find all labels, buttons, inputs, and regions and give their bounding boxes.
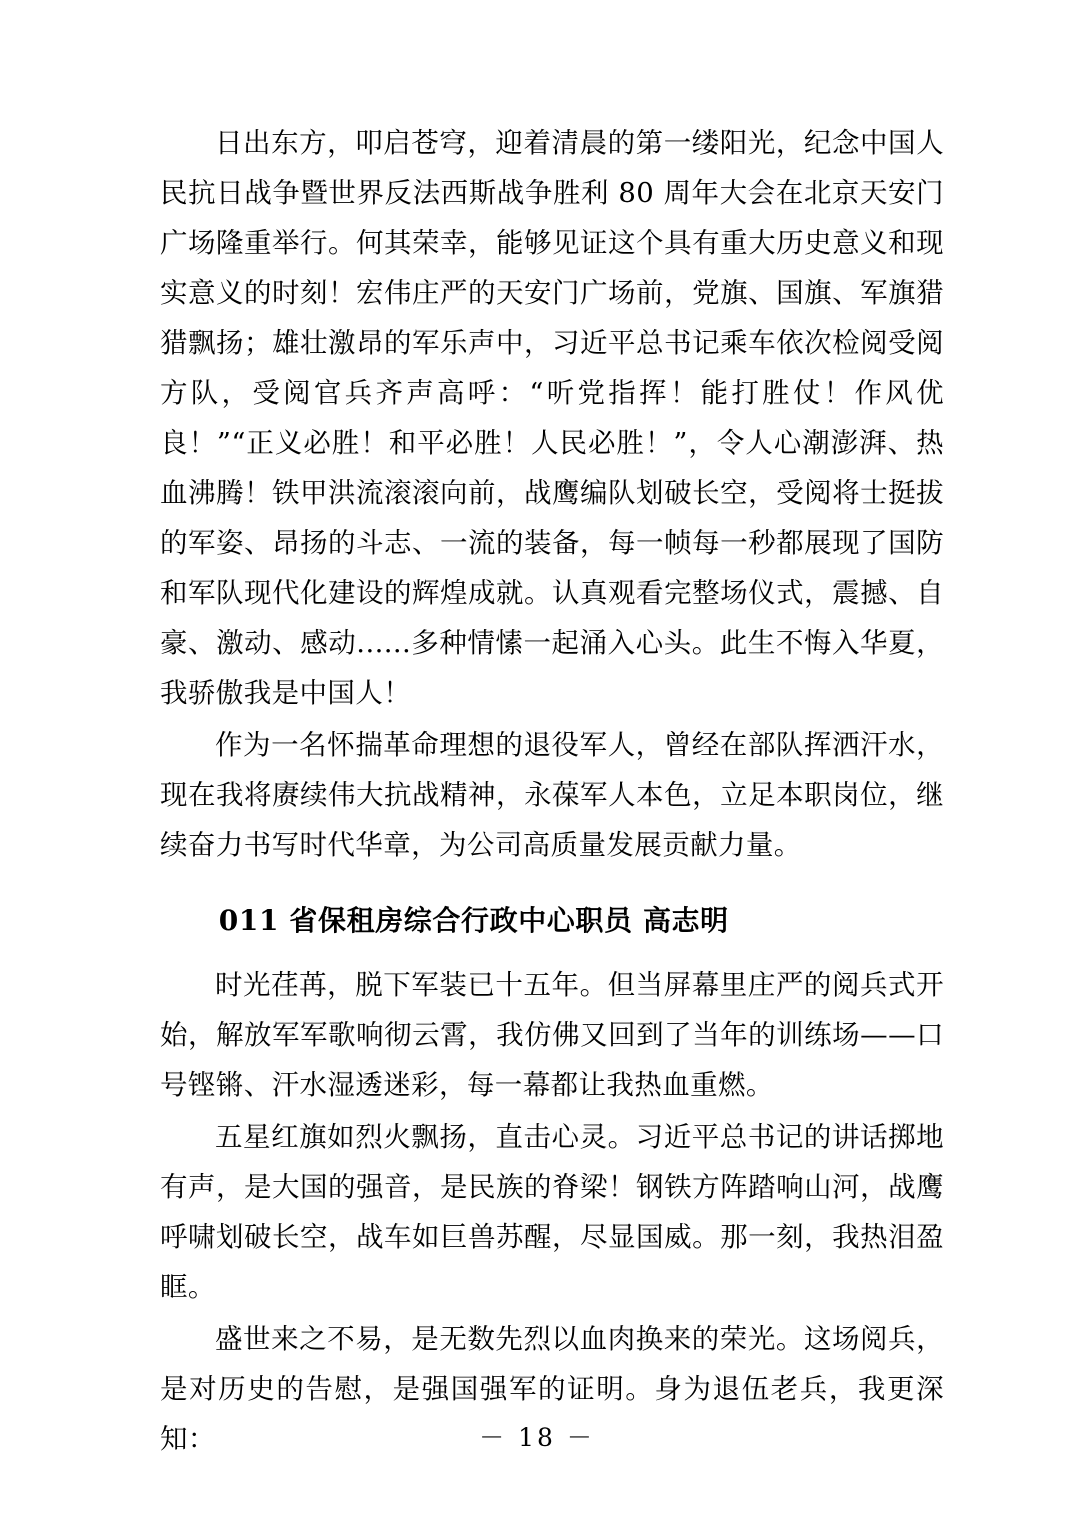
- paragraph: 五星红旗如烈火飘扬，直击心灵。习近平总书记的讲话掷地有声，是大国的强音，是民族的脊梁！钢铁方阵踏响山河，战鹰呼啸划破长空，战车如巨兽苏醒，尽显国威。那一刻，我热泪盈眶。: [160, 1121, 944, 1303]
- paragraph: 日出东方，叩启苍穹，迎着清晨的第一缕阳光，纪念中国人民抗日战争暨世界反法西斯战争胜利 80 周年大会在北京天安门广场隆重举行。何其荣幸，能够见证这个具有重大历史意义和现实意义的时刻！宏伟庄严的天安门广场前，党旗、国旗、军旗猎猎飘扬；雄壮激昂的军乐声中，习近平总书记乘车依次检阅受阅方队，受阅官兵齐声高呼：“听党指挥！能打胜仗！作风优良！”“正义必胜！和平必胜！人民必胜！”，令人心潮澎湃、热血沸腾！铁甲洪流滚滚向前，战鹰编队划破长空，受阅将士挺拔的军姿、昂扬的斗志、一流的装备，每一帧每一秒都展现了国防和军队现代化建设的辉煌成就。认真观看完整场仪式，震撼、自豪、激动、感动......多种情愫一起涌入心头。此生不悔入华夏，我骄傲我是中国人！: [160, 127, 944, 709]
- paragraph: 盛世来之不易，是无数先烈以血肉换来的荣光。这场阅兵，是对历史的告慰，是强国强军的证明。身为退伍老兵，我更深知：: [160, 1323, 944, 1455]
- paragraph: 作为一名怀揣革命理想的退役军人，曾经在部队挥洒汗水，现在我将赓续伟大抗战精神，永葆军人本色，立足本职岗位，继续奋力书写时代华章，为公司高质量发展贡献力量。: [160, 729, 944, 861]
- page-number: － 18 －: [479, 1423, 595, 1452]
- page-text-body: [160, 118, 944, 1466]
- paragraph: 时光荏苒，脱下军装已十五年。但当屏幕里庄严的阅兵式开始，解放军军歌响彻云霄，我仿佛又回到了当年的训练场——口号铿锵、汗水湿透迷彩，每一幕都让我热血重燃。: [160, 969, 944, 1101]
- section-heading: 011 省保租房综合行政中心职员 高志明: [218, 904, 729, 937]
